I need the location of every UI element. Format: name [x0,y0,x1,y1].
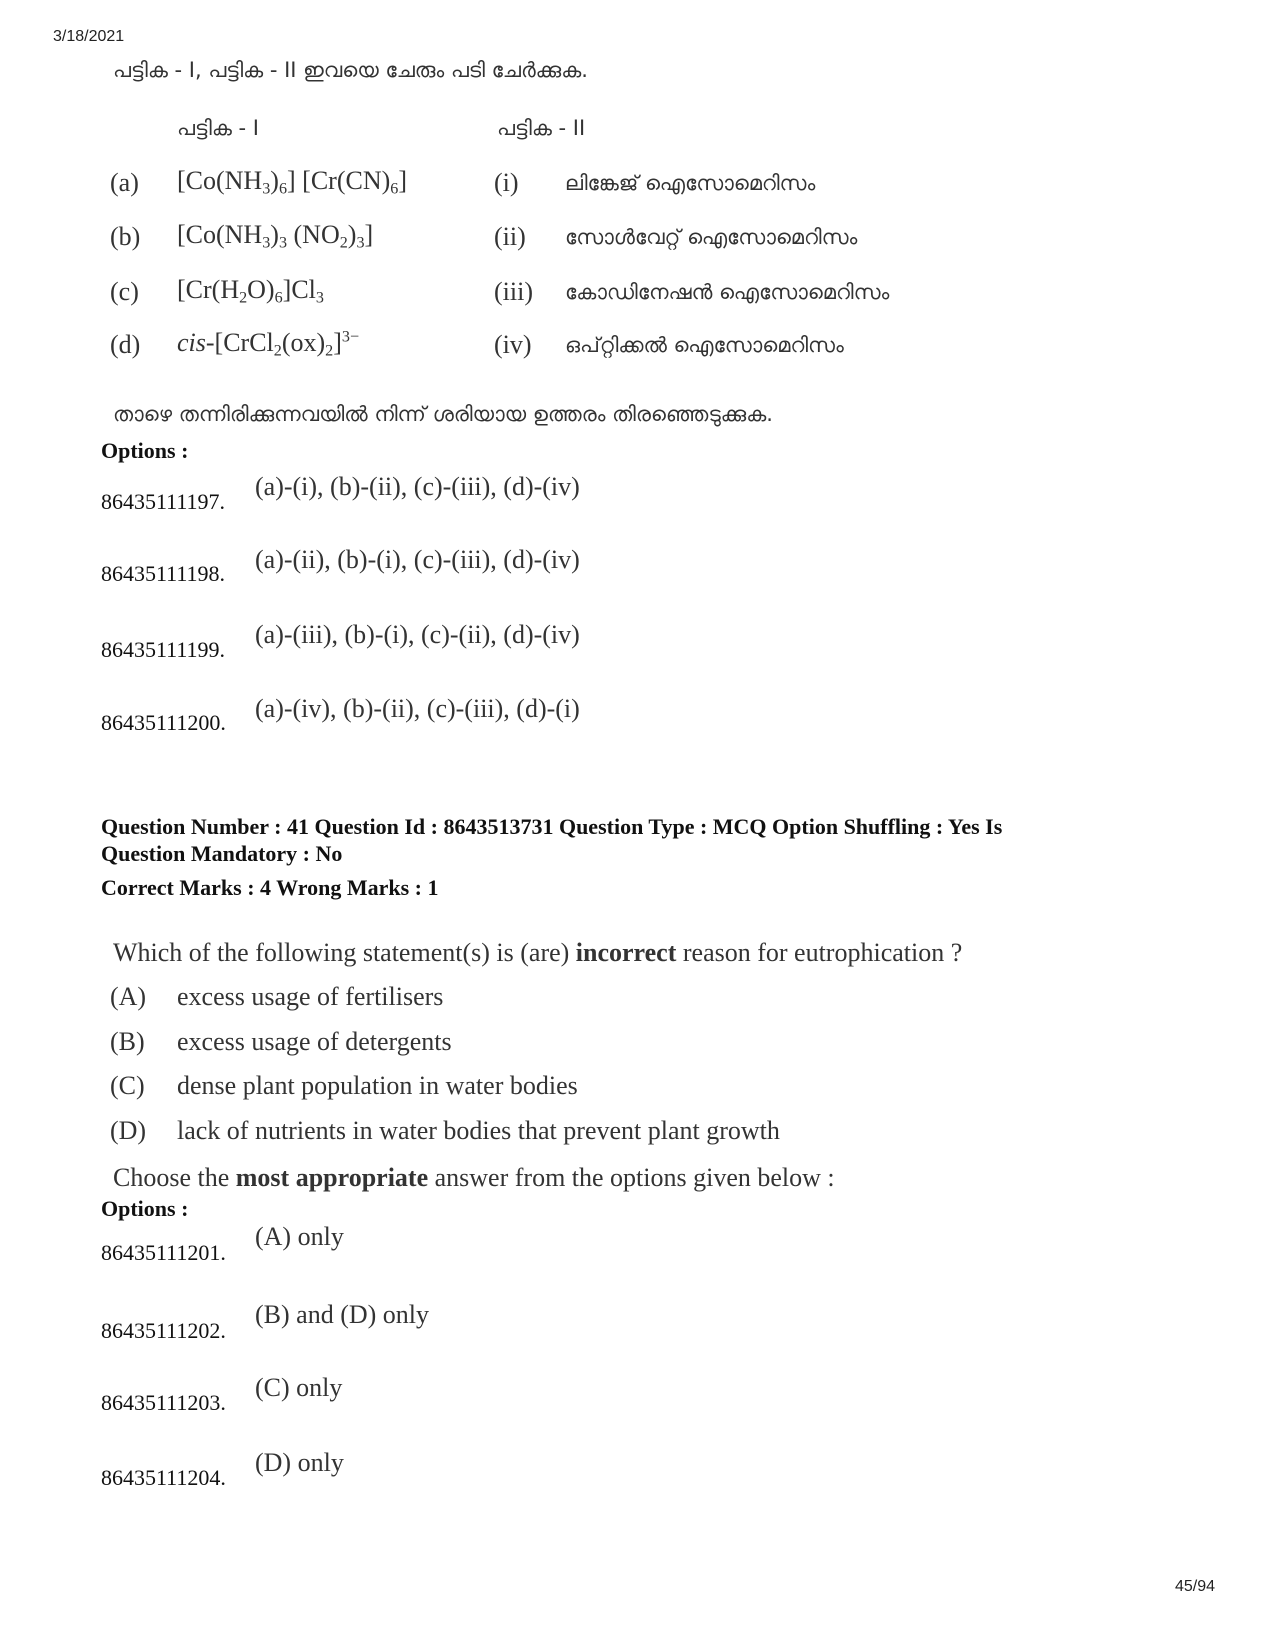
choose-instruction: Choose the most appropriate answer from the options given below : [113,1163,835,1192]
option-text[interactable]: (C) only [255,1373,343,1402]
statement-text: dense plant population in water bodies [177,1071,578,1100]
statement-label: (B) [110,1027,145,1056]
stem-emphasis: incorrect [575,938,677,967]
row-text: ഒപ്റ്റിക്കൽ ഐസോമെറിസം [565,333,844,357]
option-text[interactable]: (a)-(i), (b)-(ii), (c)-(iii), (d)-(iv) [255,472,580,501]
option-text[interactable]: (D) only [255,1448,344,1477]
option-text[interactable]: (A) only [255,1222,344,1251]
page-number: 45/94 [1175,1578,1216,1595]
option-id: 86435111204. [101,1465,226,1490]
option-text[interactable]: (a)-(iii), (b)-(i), (c)-(ii), (d)-(iv) [255,620,580,649]
option-id: 86435111198. [101,561,226,586]
statement-label: (A) [110,982,147,1011]
statement-text: excess usage of fertilisers [177,982,444,1011]
row-formula: [$Co(NH_3)_3$ $(NO_2)_3$] [177,220,374,252]
question-meta-line1: Question Number : 41 Question Id : 8643513731 Question Type : MCQ Option Shuffling : Yes Is [101,814,1003,839]
option-id: 86435111202. [101,1318,226,1343]
print-date: 3/18/2021 [53,28,125,45]
statement-label: (D) [110,1116,147,1145]
row-label: (d) [110,330,141,359]
option-text[interactable]: (a)-(iv), (b)-(ii), (c)-(iii), (d)-(i) [255,694,580,723]
option-text[interactable]: (B) and (D) only [255,1300,430,1329]
row-numeral: (iii) [494,277,533,306]
row-text: ലിങ്കേജ് ഐസോമെറിസം [565,171,816,195]
row-label: (a) [110,168,139,197]
option-id: 86435111203. [101,1390,226,1415]
option-id: 86435111199. [101,637,226,662]
question-marks: Correct Marks : 4 Wrong Marks : 1 [101,875,439,900]
question-meta-line2: Question Mandatory : No [101,841,343,866]
option-text[interactable]: (a)-(ii), (b)-(i), (c)-(iii), (d)-(iv) [255,545,580,574]
row-formula: cis-$[CrCl_2(ox)_2]^{3-}$ [177,328,360,360]
choose-emphasis: most appropriate [235,1163,429,1192]
options-heading: Options : [101,1196,189,1221]
question-stem: Which of the following statement(s) is (are) incorrect reason for eutrophication ? [113,938,963,967]
statement-text: lack of nutrients in water bodies that prevent plant growth [177,1116,780,1145]
row-numeral: (ii) [494,222,526,251]
option-id: 86435111197. [101,489,226,514]
option-id: 86435111201. [101,1240,226,1265]
statement-label: (C) [110,1071,145,1100]
option-id: 86435111200. [101,710,226,735]
statement-text: excess usage of detergents [177,1027,452,1056]
match-instruction: പട്ടിക - I, പട്ടിക - II ഇവയെ ചേരും പടി ചേർക്കുക. [113,58,588,82]
row-formula: $[Cr(H_2O)_6]Cl_3$ [177,275,324,307]
row-numeral: (i) [494,168,519,197]
select-instruction: താഴെ തന്നിരിക്കുന്നവയിൽ നിന്ന് ശരിയായ ഉത്തരം തിരഞ്ഞെടുക്കുക. [113,402,773,426]
row-text: കോഡിനേഷൻ ഐസോമെറിസം [565,280,890,304]
row-label: (b) [110,222,141,251]
list-1-heading: പട്ടിക - I [177,116,259,140]
row-text: സോൾവേറ്റ് ഐസോമെറിസം [565,225,858,249]
options-heading: Options : [101,438,189,463]
row-formula: $[Co(NH_3)_6]$ $[Cr(CN)_6]$ [177,166,408,198]
list-2-heading: പട്ടിക - II [497,116,586,140]
row-numeral: (iv) [494,330,532,359]
row-label: (c) [110,277,139,306]
